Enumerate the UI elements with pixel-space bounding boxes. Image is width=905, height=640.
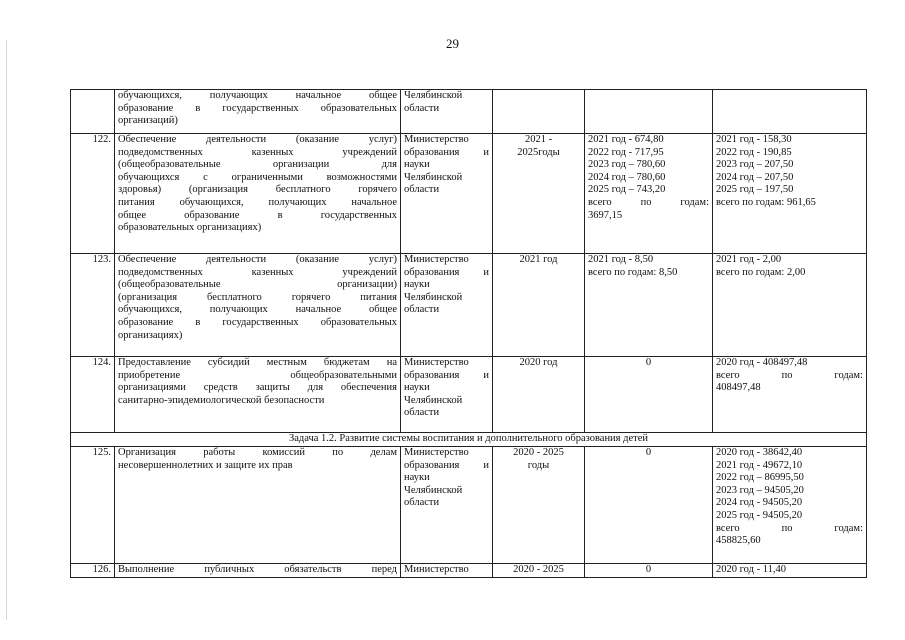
table-row xyxy=(71,564,867,578)
program-activities-table xyxy=(70,89,867,578)
period: 2021 - 2025годы xyxy=(493,134,585,254)
row-number: 122. xyxy=(71,134,115,254)
executor: Министерство образования и науки Челябинской области xyxy=(401,134,493,254)
scan-edge-line xyxy=(6,40,7,620)
activity-name: Обеспечение деятельности (оказание услуг) подведомственных казенных учреждений (общеобразовательные организации) (организация бесплатного горячего питания обучающихся, получающих начальное общее образование в государственных образовательных организациях) xyxy=(115,254,401,357)
federal-funding: 0 xyxy=(585,564,713,578)
executor: Министерство образования и науки Челябинской области xyxy=(401,254,493,357)
period: 2020 год xyxy=(493,357,585,433)
activity-name: Обеспечение деятельности (оказание услуг) подведомственных казенных учреждений (общеобразовательные организации для обучающихся с ограниченными возможностями здоровья) (организация бесплатного горячего питания обучающихся, получающих начальное общее образование в государственных образовательных организациях) xyxy=(115,134,401,254)
regional-funding: 2020 год - 408497,48 всего по годам: 408497,48 xyxy=(713,357,867,433)
row-number: 126. xyxy=(71,564,115,578)
regional-funding: 2020 год - 38642,40 2021 год - 49672,10 2022 год – 86995,50 2023 год – 94505,20 2024 год - 94505,20 2025 год - 94505,20 всего по годам: 458825,60 xyxy=(713,447,867,564)
regional-funding xyxy=(713,90,867,134)
executor: Министерство образования и науки Челябинской области xyxy=(401,447,493,564)
executor: Министерство образования и науки Челябинской области xyxy=(401,357,493,433)
period: 2020 - 2025 годы xyxy=(493,447,585,564)
row-number xyxy=(71,90,115,134)
federal-funding xyxy=(585,90,713,134)
table-row xyxy=(71,447,867,564)
activity-name: Организация работы комиссий по делам несовершеннолетних и защите их прав xyxy=(115,447,401,564)
federal-funding: 2021 год - 8,50 всего по годам: 8,50 xyxy=(585,254,713,357)
page-number: 29 xyxy=(446,36,459,51)
federal-funding: 0 xyxy=(585,357,713,433)
period: 2020 - 2025 xyxy=(493,564,585,578)
regional-funding: 2020 год - 11,40 xyxy=(713,564,867,578)
federal-funding: 2021 год - 674,80 2022 год - 717,95 2023 год – 780,60 2024 год – 780,60 2025 год – 743,20 всего по годам: 3697,15 xyxy=(585,134,713,254)
row-number: 123. xyxy=(71,254,115,357)
executor: Челябинской области xyxy=(401,90,493,134)
regional-funding: 2021 год - 158,30 2022 год - 190,85 2023 год – 207,50 2024 год – 207,50 2025 год – 197,50 всего по годам: 961,65 xyxy=(713,134,867,254)
row-number: 124. xyxy=(71,357,115,433)
activity-name: Выполнение публичных обязательств перед xyxy=(115,564,401,578)
regional-funding: 2021 год - 2,00 всего по годам: 2,00 xyxy=(713,254,867,357)
period: 2021 год xyxy=(493,254,585,357)
activity-name: Предоставление субсидий местным бюджетам на приобретение общеобразовательными организациями средств защиты для обеспечения санитарно-эпидемиологической безопасности xyxy=(115,357,401,433)
row-number: 125. xyxy=(71,447,115,564)
activity-name: обучающихся, получающих начальное общее образование в государственных образовательных организаций) xyxy=(115,90,401,134)
task-heading: Задача 1.2. Развитие системы воспитания и дополнительного образования детей xyxy=(71,433,867,447)
task-heading-row xyxy=(71,433,867,447)
table-row xyxy=(71,357,867,433)
table-row xyxy=(71,134,867,254)
period xyxy=(493,90,585,134)
federal-funding: 0 xyxy=(585,447,713,564)
table-row xyxy=(71,254,867,357)
table-row xyxy=(71,90,867,134)
executor: Министерство xyxy=(401,564,493,578)
